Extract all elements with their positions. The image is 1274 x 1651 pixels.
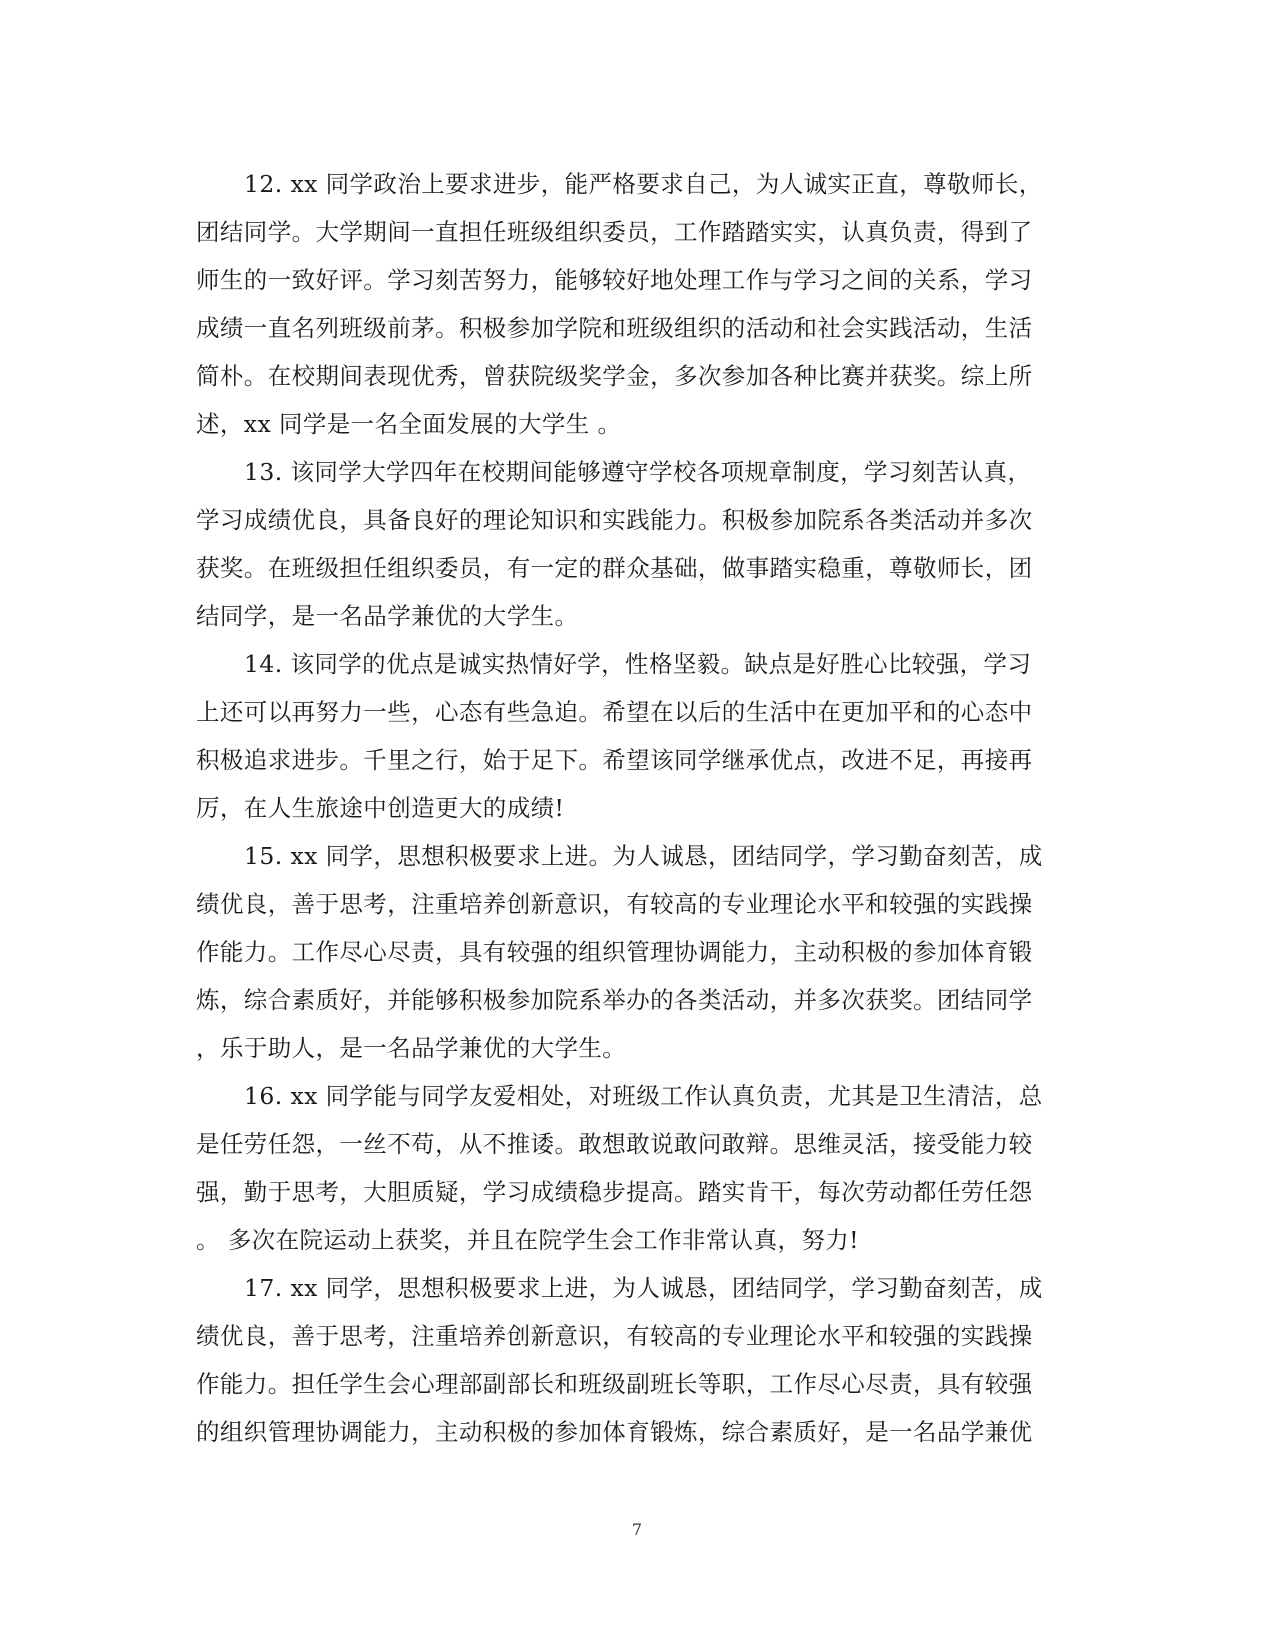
paragraph-15-line-3: 作能力。工作尽心尽责，具有较强的组织管理协调能力，主动积极的参加体育锻 xyxy=(196,938,1033,966)
paragraph-12-line-5: 简朴。在校期间表现优秀，曾获院级奖学金，多次参加各种比赛并获奖。综上所 xyxy=(196,362,1033,390)
paragraph-12-line-4: 成绩一直名列班级前茅。积极参加学院和班级组织的活动和社会实践活动，生活 xyxy=(196,314,1033,342)
paragraph-12-line-1: 12. xx 同学政治上要求进步，能严格要求自己，为人诚实正直，尊敬师长， xyxy=(244,170,1043,198)
paragraph-12-line-2: 团结同学。大学期间一直担任班级组织委员，工作踏踏实实，认真负责，得到了 xyxy=(196,218,1033,246)
paragraph-16-line-4: 。 多次在院运动上获奖，并且在院学生会工作非常认真，努力! xyxy=(196,1226,860,1254)
paragraph-13-line-4: 结同学，是一名品学兼优的大学生。 xyxy=(196,602,579,630)
paragraph-14-line-4: 厉，在人生旅途中创造更大的成绩! xyxy=(196,794,565,822)
paragraph-14-line-2: 上还可以再努力一些，心态有些急迫。希望在以后的生活中在更加平和的心态中 xyxy=(196,698,1033,726)
paragraph-13-line-2: 学习成绩优良，具备良好的理论知识和实践能力。积极参加院系各类活动并多次 xyxy=(196,506,1033,534)
paragraph-14-line-3: 积极追求进步。千里之行，始于足下。希望该同学继承优点，改进不足，再接再 xyxy=(196,746,1033,774)
paragraph-16-line-1: 16. xx 同学能与同学友爱相处，对班级工作认真负责，尤其是卫生清洁，总 xyxy=(244,1082,1043,1110)
paragraph-17-line-1: 17. xx 同学，思想积极要求上进，为人诚恳，团结同学，学习勤奋刻苦，成 xyxy=(244,1274,1043,1302)
paragraph-12-line-6: 述，xx 同学是一名全面发展的大学生 。 xyxy=(196,410,622,438)
body-text xyxy=(196,160,1076,1456)
paragraph-14-line-1: 14. 该同学的优点是诚实热情好学，性格坚毅。缺点是好胜心比较强，学习 xyxy=(244,650,1032,678)
paragraph-13-line-1: 13. 该同学大学四年在校期间能够遵守学校各项规章制度，学习刻苦认真， xyxy=(244,458,1032,486)
page-number: 7 xyxy=(631,1520,643,1539)
paragraph-16-line-3: 强，勤于思考，大胆质疑，学习成绩稳步提高。踏实肯干，每次劳动都任劳任怨 xyxy=(196,1178,1033,1206)
paragraph-15-line-5: ，乐于助人，是一名品学兼优的大学生。 xyxy=(196,1034,627,1062)
paragraph-17-line-3: 作能力。担任学生会心理部副部长和班级副班长等职，工作尽心尽责，具有较强 xyxy=(196,1370,1033,1398)
paragraph-15-line-1: 15. xx 同学，思想积极要求上进。为人诚恳，团结同学，学习勤奋刻苦，成 xyxy=(244,842,1043,870)
paragraph-15-line-2: 绩优良，善于思考，注重培养创新意识，有较高的专业理论水平和较强的实践操 xyxy=(196,890,1033,918)
paragraph-15-line-4: 炼，综合素质好，并能够积极参加院系举办的各类活动，并多次获奖。团结同学 xyxy=(196,986,1033,1014)
paragraph-13-line-3: 获奖。在班级担任组织委员，有一定的群众基础，做事踏实稳重，尊敬师长，团 xyxy=(196,554,1033,582)
paragraph-17-line-2: 绩优良，善于思考，注重培养创新意识，有较高的专业理论水平和较强的实践操 xyxy=(196,1322,1033,1350)
paragraph-17-line-4: 的组织管理协调能力，主动积极的参加体育锻炼，综合素质好，是一名品学兼优 xyxy=(196,1418,1033,1446)
paragraph-16-line-2: 是任劳任怨，一丝不苟，从不推诿。敢想敢说敢问敢辩。思维灵活，接受能力较 xyxy=(196,1130,1033,1158)
paragraph-12-line-3: 师生的一致好评。学习刻苦努力，能够较好地处理工作与学习之间的关系，学习 xyxy=(196,266,1033,294)
